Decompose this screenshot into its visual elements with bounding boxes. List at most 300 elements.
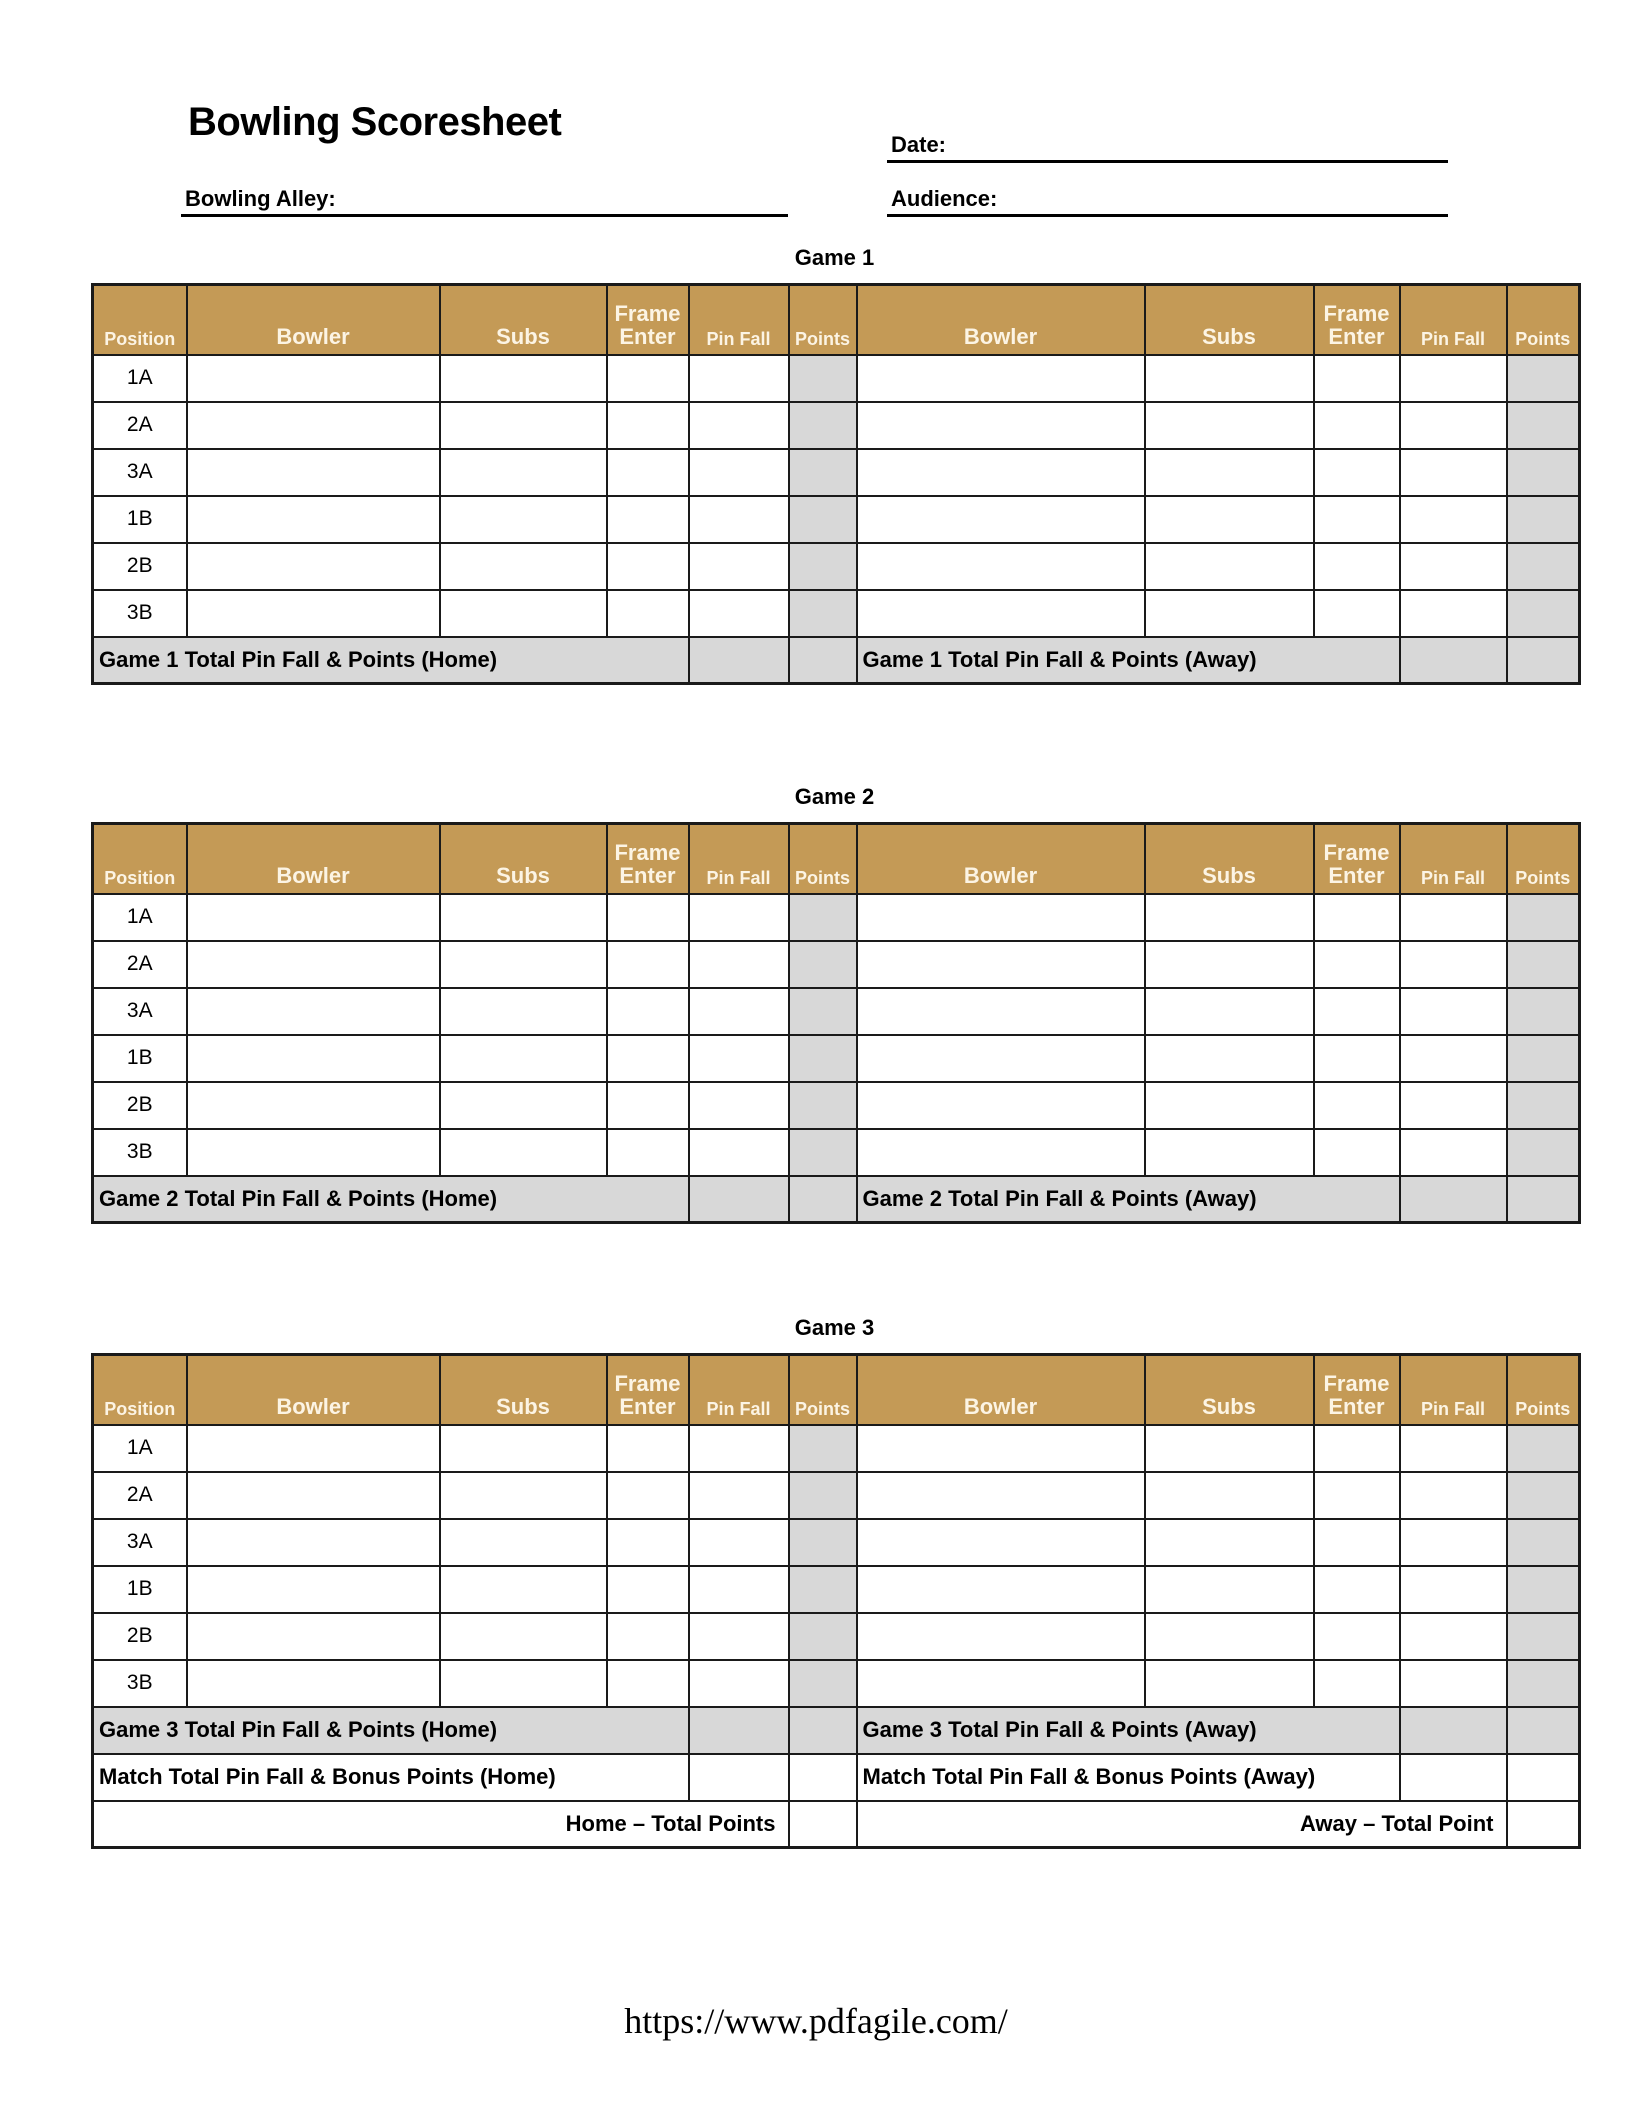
- column-header-pin-fall-away: Pin Fall: [1400, 824, 1507, 894]
- pin-fall-input-cell[interactable]: [1400, 543, 1507, 590]
- position-label: 3B: [93, 590, 187, 637]
- home-total-label: Game 2 Total Pin Fall & Points (Home): [93, 1176, 689, 1223]
- game-2-table: [91, 822, 1581, 1224]
- position-label: 3A: [93, 1519, 187, 1566]
- frame-enter-input-cell[interactable]: [1314, 1519, 1400, 1566]
- column-header-frame-enter-away: Frame Enter: [1314, 285, 1400, 355]
- table-row: [93, 988, 1580, 1035]
- points-input-cell[interactable]: [1507, 1566, 1580, 1613]
- subs-input-cell[interactable]: [440, 894, 607, 941]
- subs-input-cell[interactable]: [1145, 543, 1314, 590]
- points-input-cell[interactable]: [1507, 1613, 1580, 1660]
- points-input-cell[interactable]: [789, 1519, 857, 1566]
- column-header-subs-away: Subs: [1145, 285, 1314, 355]
- bowler-input-cell[interactable]: [187, 988, 440, 1035]
- game-2-section: [91, 822, 1578, 1224]
- subs-input-cell[interactable]: [440, 1660, 607, 1707]
- home-total-points-cell[interactable]: [789, 1176, 857, 1223]
- header-row: [93, 285, 1580, 355]
- points-input-cell[interactable]: [789, 1425, 857, 1472]
- table-row: [93, 543, 1580, 590]
- pin-fall-input-cell[interactable]: [1400, 355, 1507, 402]
- pin-fall-input-cell[interactable]: [1400, 1129, 1507, 1176]
- column-header-pin-fall-away: Pin Fall: [1400, 285, 1507, 355]
- position-label: 1B: [93, 1035, 187, 1082]
- pin-fall-input-cell[interactable]: [1400, 941, 1507, 988]
- bowler-input-cell[interactable]: [857, 1660, 1145, 1707]
- home-grand-total-label: Home – Total Points: [93, 1801, 789, 1848]
- frame-enter-input-cell[interactable]: [607, 1566, 689, 1613]
- position-label: 3A: [93, 988, 187, 1035]
- pin-fall-input-cell[interactable]: [1400, 1035, 1507, 1082]
- table-row: [93, 355, 1580, 402]
- away-total-points-cell[interactable]: [1507, 1707, 1580, 1754]
- table-row: [93, 1660, 1580, 1707]
- points-input-cell[interactable]: [789, 543, 857, 590]
- bowler-input-cell[interactable]: [187, 1472, 440, 1519]
- frame-enter-input-cell[interactable]: [607, 941, 689, 988]
- subs-input-cell[interactable]: [440, 449, 607, 496]
- position-label: 1B: [93, 1566, 187, 1613]
- pin-fall-input-cell[interactable]: [689, 1660, 789, 1707]
- points-input-cell[interactable]: [789, 1035, 857, 1082]
- subs-input-cell[interactable]: [1145, 355, 1314, 402]
- subs-input-cell[interactable]: [440, 941, 607, 988]
- bowler-input-cell[interactable]: [857, 590, 1145, 637]
- frame-enter-input-cell[interactable]: [607, 1519, 689, 1566]
- points-input-cell[interactable]: [789, 941, 857, 988]
- home-total-label: Game 1 Total Pin Fall & Points (Home): [93, 637, 689, 684]
- date-input-line[interactable]: [887, 160, 1448, 163]
- bowler-input-cell[interactable]: [187, 1660, 440, 1707]
- bowler-input-cell[interactable]: [857, 355, 1145, 402]
- away-total-label: Game 2 Total Pin Fall & Points (Away): [857, 1176, 1400, 1223]
- column-header-subs-away: Subs: [1145, 824, 1314, 894]
- game-2-title: Game 2: [794, 784, 875, 809]
- footer-url-link[interactable]: https://www.pdfagile.com/: [624, 2001, 1008, 2041]
- frame-enter-input-cell[interactable]: [607, 1082, 689, 1129]
- bowler-input-cell[interactable]: [187, 894, 440, 941]
- subs-input-cell[interactable]: [440, 402, 607, 449]
- position-label: 3A: [93, 449, 187, 496]
- audience-input-line[interactable]: [887, 214, 1448, 217]
- column-header-bowler-away: Bowler: [857, 824, 1145, 894]
- table-row: [93, 449, 1580, 496]
- table-row: [93, 1035, 1580, 1082]
- pin-fall-input-cell[interactable]: [1400, 590, 1507, 637]
- pin-fall-input-cell[interactable]: [689, 1519, 789, 1566]
- frame-enter-input-cell[interactable]: [607, 1472, 689, 1519]
- subs-input-cell[interactable]: [1145, 1035, 1314, 1082]
- subs-input-cell[interactable]: [1145, 449, 1314, 496]
- game-1-title: Game 1: [794, 245, 875, 270]
- bowler-input-cell[interactable]: [857, 1035, 1145, 1082]
- points-input-cell[interactable]: [1507, 1472, 1580, 1519]
- column-header-pin-fall-home: Pin Fall: [689, 824, 789, 894]
- home-grand-total-cell[interactable]: [789, 1801, 857, 1848]
- bowler-input-cell[interactable]: [187, 1129, 440, 1176]
- points-input-cell[interactable]: [1507, 1660, 1580, 1707]
- subs-input-cell[interactable]: [1145, 1472, 1314, 1519]
- column-header-bowler-home: Bowler: [187, 285, 440, 355]
- points-input-cell[interactable]: [1507, 988, 1580, 1035]
- subs-input-cell[interactable]: [1145, 1566, 1314, 1613]
- pin-fall-input-cell[interactable]: [689, 355, 789, 402]
- points-input-cell[interactable]: [1507, 1425, 1580, 1472]
- home-total-label: Game 3 Total Pin Fall & Points (Home): [93, 1707, 689, 1754]
- subs-input-cell[interactable]: [440, 1472, 607, 1519]
- table-row: [93, 894, 1580, 941]
- pin-fall-input-cell[interactable]: [1400, 1519, 1507, 1566]
- subs-input-cell[interactable]: [440, 1082, 607, 1129]
- position-label: 2B: [93, 1613, 187, 1660]
- column-header-subs-home: Subs: [440, 285, 607, 355]
- frame-enter-input-cell[interactable]: [607, 1425, 689, 1472]
- frame-enter-input-cell[interactable]: [607, 988, 689, 1035]
- column-header-position: Position: [93, 824, 187, 894]
- frame-enter-input-cell[interactable]: [1314, 894, 1400, 941]
- game-1-section: [91, 283, 1578, 685]
- home-total-pin-fall-cell[interactable]: [689, 1707, 789, 1754]
- points-input-cell[interactable]: [789, 988, 857, 1035]
- subs-input-cell[interactable]: [440, 590, 607, 637]
- position-label: 2A: [93, 402, 187, 449]
- points-input-cell[interactable]: [1507, 402, 1580, 449]
- pin-fall-input-cell[interactable]: [1400, 1472, 1507, 1519]
- bowler-input-cell[interactable]: [187, 1035, 440, 1082]
- bowler-input-cell[interactable]: [187, 1519, 440, 1566]
- pin-fall-input-cell[interactable]: [689, 590, 789, 637]
- pin-fall-input-cell[interactable]: [689, 1472, 789, 1519]
- pin-fall-input-cell[interactable]: [1400, 496, 1507, 543]
- frame-enter-input-cell[interactable]: [607, 402, 689, 449]
- bowler-input-cell[interactable]: [857, 988, 1145, 1035]
- column-header-points-away: Points: [1507, 1355, 1580, 1425]
- pin-fall-input-cell[interactable]: [689, 1129, 789, 1176]
- column-header-position: Position: [93, 1355, 187, 1425]
- points-input-cell[interactable]: [789, 1613, 857, 1660]
- frame-enter-input-cell[interactable]: [1314, 1613, 1400, 1660]
- subs-input-cell[interactable]: [440, 543, 607, 590]
- home-match-total-label: Match Total Pin Fall & Bonus Points (Home): [93, 1754, 689, 1801]
- pin-fall-input-cell[interactable]: [1400, 1566, 1507, 1613]
- column-header-pin-fall-home: Pin Fall: [689, 1355, 789, 1425]
- frame-enter-input-cell[interactable]: [607, 1613, 689, 1660]
- away-total-pin-fall-cell[interactable]: [1400, 1707, 1507, 1754]
- bowler-input-cell[interactable]: [187, 355, 440, 402]
- points-input-cell[interactable]: [1507, 1519, 1580, 1566]
- points-input-cell[interactable]: [789, 1472, 857, 1519]
- home-total-pin-fall-cell[interactable]: [689, 637, 789, 684]
- frame-enter-input-cell[interactable]: [1314, 449, 1400, 496]
- game-1-table: [91, 283, 1581, 685]
- column-header-position: Position: [93, 285, 187, 355]
- column-header-bowler-away: Bowler: [857, 285, 1145, 355]
- subs-input-cell[interactable]: [440, 1566, 607, 1613]
- away-total-label: Game 1 Total Pin Fall & Points (Away): [857, 637, 1400, 684]
- frame-enter-input-cell[interactable]: [607, 449, 689, 496]
- frame-enter-input-cell[interactable]: [607, 543, 689, 590]
- table-row: [93, 590, 1580, 637]
- bowler-input-cell[interactable]: [857, 1082, 1145, 1129]
- points-input-cell[interactable]: [1507, 496, 1580, 543]
- points-input-cell[interactable]: [789, 1129, 857, 1176]
- pin-fall-input-cell[interactable]: [689, 449, 789, 496]
- game-total-row: [93, 637, 1580, 684]
- subs-input-cell[interactable]: [440, 1425, 607, 1472]
- date-label: Date:: [891, 132, 947, 157]
- table-row: [93, 1425, 1580, 1472]
- subs-input-cell[interactable]: [1145, 1082, 1314, 1129]
- points-input-cell[interactable]: [1507, 543, 1580, 590]
- pin-fall-input-cell[interactable]: [1400, 402, 1507, 449]
- points-input-cell[interactable]: [789, 1082, 857, 1129]
- home-match-points-cell[interactable]: [789, 1754, 857, 1801]
- column-header-frame-enter-away: Frame Enter: [1314, 824, 1400, 894]
- subs-input-cell[interactable]: [1145, 1425, 1314, 1472]
- bowler-input-cell[interactable]: [857, 402, 1145, 449]
- away-grand-total-label: Away – Total Point: [857, 1801, 1507, 1848]
- away-total-points-cell[interactable]: [1507, 637, 1580, 684]
- bowler-input-cell[interactable]: [187, 1566, 440, 1613]
- pin-fall-input-cell[interactable]: [1400, 1613, 1507, 1660]
- bowler-input-cell[interactable]: [857, 894, 1145, 941]
- pin-fall-input-cell[interactable]: [689, 988, 789, 1035]
- pin-fall-input-cell[interactable]: [689, 1613, 789, 1660]
- pin-fall-input-cell[interactable]: [689, 1425, 789, 1472]
- away-total-pin-fall-cell[interactable]: [1400, 1176, 1507, 1223]
- bowler-input-cell[interactable]: [857, 543, 1145, 590]
- table-row: [93, 1566, 1580, 1613]
- frame-enter-input-cell[interactable]: [607, 894, 689, 941]
- frame-enter-input-cell[interactable]: [1314, 355, 1400, 402]
- frame-enter-input-cell[interactable]: [1314, 1566, 1400, 1613]
- frame-enter-input-cell[interactable]: [607, 1035, 689, 1082]
- pin-fall-input-cell[interactable]: [689, 894, 789, 941]
- audience-label: Audience:: [891, 186, 998, 211]
- subs-input-cell[interactable]: [1145, 1613, 1314, 1660]
- position-label: 2B: [93, 1082, 187, 1129]
- subs-input-cell[interactable]: [1145, 496, 1314, 543]
- bowler-input-cell[interactable]: [857, 1566, 1145, 1613]
- pin-fall-input-cell[interactable]: [1400, 988, 1507, 1035]
- table-row: [93, 1519, 1580, 1566]
- points-input-cell[interactable]: [789, 1660, 857, 1707]
- header-row: [93, 824, 1580, 894]
- subs-input-cell[interactable]: [440, 355, 607, 402]
- subs-input-cell[interactable]: [1145, 1660, 1314, 1707]
- table-row: [93, 1472, 1580, 1519]
- game-3-section: [91, 1353, 1578, 1849]
- position-label: 2B: [93, 543, 187, 590]
- bowler-input-cell[interactable]: [857, 1613, 1145, 1660]
- subs-input-cell[interactable]: [440, 1519, 607, 1566]
- points-input-cell[interactable]: [1507, 941, 1580, 988]
- frame-enter-input-cell[interactable]: [607, 496, 689, 543]
- header-row: [93, 1355, 1580, 1425]
- pin-fall-input-cell[interactable]: [1400, 1425, 1507, 1472]
- pin-fall-input-cell[interactable]: [1400, 1082, 1507, 1129]
- away-grand-total-cell[interactable]: [1507, 1801, 1580, 1848]
- home-match-pin-fall-cell[interactable]: [689, 1754, 789, 1801]
- frame-enter-input-cell[interactable]: [1314, 496, 1400, 543]
- frame-enter-input-cell[interactable]: [607, 1660, 689, 1707]
- home-total-points-cell[interactable]: [789, 637, 857, 684]
- column-header-pin-fall-away: Pin Fall: [1400, 1355, 1507, 1425]
- away-match-points-cell[interactable]: [1507, 1754, 1580, 1801]
- points-input-cell[interactable]: [789, 894, 857, 941]
- points-input-cell[interactable]: [789, 496, 857, 543]
- frame-enter-input-cell[interactable]: [607, 1129, 689, 1176]
- subs-input-cell[interactable]: [440, 496, 607, 543]
- bowler-input-cell[interactable]: [187, 402, 440, 449]
- bowler-input-cell[interactable]: [187, 1425, 440, 1472]
- bowler-input-cell[interactable]: [187, 449, 440, 496]
- bowler-input-cell[interactable]: [187, 941, 440, 988]
- frame-enter-input-cell[interactable]: [607, 590, 689, 637]
- table-row: [93, 1613, 1580, 1660]
- column-header-subs-away: Subs: [1145, 1355, 1314, 1425]
- bowler-input-cell[interactable]: [857, 1425, 1145, 1472]
- game-3-table: [91, 1353, 1581, 1849]
- table-row: [93, 941, 1580, 988]
- subs-input-cell[interactable]: [1145, 941, 1314, 988]
- subs-input-cell[interactable]: [440, 1613, 607, 1660]
- table-row: [93, 1082, 1580, 1129]
- pin-fall-input-cell[interactable]: [689, 543, 789, 590]
- points-input-cell[interactable]: [1507, 590, 1580, 637]
- game-total-row: [93, 1176, 1580, 1223]
- column-header-subs-home: Subs: [440, 1355, 607, 1425]
- bowling-alley-input-line[interactable]: [181, 214, 788, 217]
- subs-input-cell[interactable]: [1145, 590, 1314, 637]
- column-header-frame-enter-away: Frame Enter: [1314, 1355, 1400, 1425]
- column-header-points-home: Points: [789, 1355, 857, 1425]
- points-input-cell[interactable]: [789, 449, 857, 496]
- away-match-pin-fall-cell[interactable]: [1400, 1754, 1507, 1801]
- pin-fall-input-cell[interactable]: [1400, 449, 1507, 496]
- bowler-input-cell[interactable]: [857, 1472, 1145, 1519]
- frame-enter-input-cell[interactable]: [1314, 1082, 1400, 1129]
- game-3-title: Game 3: [794, 1315, 875, 1340]
- bowler-input-cell[interactable]: [187, 496, 440, 543]
- column-header-frame-enter-home: Frame Enter: [607, 824, 689, 894]
- column-header-subs-home: Subs: [440, 824, 607, 894]
- points-input-cell[interactable]: [789, 1566, 857, 1613]
- away-total-label: Game 3 Total Pin Fall & Points (Away): [857, 1707, 1400, 1754]
- frame-enter-input-cell[interactable]: [1314, 1472, 1400, 1519]
- column-header-points-home: Points: [789, 824, 857, 894]
- bowling-alley-label: Bowling Alley:: [185, 186, 336, 211]
- page-title: Bowling Scoresheet: [188, 100, 562, 144]
- subs-input-cell[interactable]: [440, 988, 607, 1035]
- pin-fall-input-cell[interactable]: [689, 1566, 789, 1613]
- pin-fall-input-cell[interactable]: [689, 402, 789, 449]
- subs-input-cell[interactable]: [1145, 1519, 1314, 1566]
- frame-enter-input-cell[interactable]: [1314, 543, 1400, 590]
- pin-fall-input-cell[interactable]: [1400, 1660, 1507, 1707]
- bowler-input-cell[interactable]: [857, 941, 1145, 988]
- position-label: 1A: [93, 355, 187, 402]
- frame-enter-input-cell[interactable]: [1314, 590, 1400, 637]
- frame-enter-input-cell[interactable]: [1314, 988, 1400, 1035]
- position-label: 1A: [93, 1425, 187, 1472]
- table-row: [93, 402, 1580, 449]
- away-total-pin-fall-cell[interactable]: [1400, 637, 1507, 684]
- column-header-bowler-home: Bowler: [187, 1355, 440, 1425]
- column-header-points-away: Points: [1507, 824, 1580, 894]
- subs-input-cell[interactable]: [1145, 402, 1314, 449]
- pin-fall-input-cell[interactable]: [1400, 894, 1507, 941]
- column-header-frame-enter-home: Frame Enter: [607, 285, 689, 355]
- table-row: [93, 496, 1580, 543]
- pin-fall-input-cell[interactable]: [689, 1035, 789, 1082]
- column-header-bowler-home: Bowler: [187, 824, 440, 894]
- position-label: 2A: [93, 941, 187, 988]
- home-total-points-cell[interactable]: [789, 1707, 857, 1754]
- bowler-input-cell[interactable]: [857, 496, 1145, 543]
- position-label: 1B: [93, 496, 187, 543]
- pin-fall-input-cell[interactable]: [689, 1082, 789, 1129]
- subs-input-cell[interactable]: [1145, 1129, 1314, 1176]
- frame-enter-input-cell[interactable]: [1314, 1035, 1400, 1082]
- points-input-cell[interactable]: [1507, 1035, 1580, 1082]
- bowler-input-cell[interactable]: [187, 590, 440, 637]
- frame-enter-input-cell[interactable]: [1314, 402, 1400, 449]
- points-input-cell[interactable]: [1507, 449, 1580, 496]
- column-header-points-home: Points: [789, 285, 857, 355]
- points-input-cell[interactable]: [1507, 355, 1580, 402]
- bowler-input-cell[interactable]: [857, 1129, 1145, 1176]
- points-input-cell[interactable]: [1507, 1082, 1580, 1129]
- column-header-pin-fall-home: Pin Fall: [689, 285, 789, 355]
- frame-enter-input-cell[interactable]: [1314, 1660, 1400, 1707]
- bowler-input-cell[interactable]: [857, 449, 1145, 496]
- frame-enter-input-cell[interactable]: [1314, 1425, 1400, 1472]
- column-header-points-away: Points: [1507, 285, 1580, 355]
- bowler-input-cell[interactable]: [857, 1519, 1145, 1566]
- position-label: 2A: [93, 1472, 187, 1519]
- pin-fall-input-cell[interactable]: [689, 941, 789, 988]
- frame-enter-input-cell[interactable]: [1314, 941, 1400, 988]
- points-input-cell[interactable]: [1507, 1129, 1580, 1176]
- points-input-cell[interactable]: [789, 355, 857, 402]
- points-input-cell[interactable]: [1507, 894, 1580, 941]
- points-input-cell[interactable]: [789, 590, 857, 637]
- position-label: 1A: [93, 894, 187, 941]
- pin-fall-input-cell[interactable]: [689, 496, 789, 543]
- home-total-pin-fall-cell[interactable]: [689, 1176, 789, 1223]
- bowler-input-cell[interactable]: [187, 543, 440, 590]
- subs-input-cell[interactable]: [440, 1129, 607, 1176]
- points-input-cell[interactable]: [789, 402, 857, 449]
- frame-enter-input-cell[interactable]: [607, 355, 689, 402]
- subs-input-cell[interactable]: [440, 1035, 607, 1082]
- column-header-bowler-away: Bowler: [857, 1355, 1145, 1425]
- subs-input-cell[interactable]: [1145, 894, 1314, 941]
- grand-total-row: [93, 1801, 1580, 1848]
- column-header-frame-enter-home: Frame Enter: [607, 1355, 689, 1425]
- table-row: [93, 1129, 1580, 1176]
- position-label: 3B: [93, 1129, 187, 1176]
- position-label: 3B: [93, 1660, 187, 1707]
- bowler-input-cell[interactable]: [187, 1082, 440, 1129]
- away-total-points-cell[interactable]: [1507, 1176, 1580, 1223]
- away-match-total-label: Match Total Pin Fall & Bonus Points (Away): [857, 1754, 1400, 1801]
- bowler-input-cell[interactable]: [187, 1613, 440, 1660]
- frame-enter-input-cell[interactable]: [1314, 1129, 1400, 1176]
- subs-input-cell[interactable]: [1145, 988, 1314, 1035]
